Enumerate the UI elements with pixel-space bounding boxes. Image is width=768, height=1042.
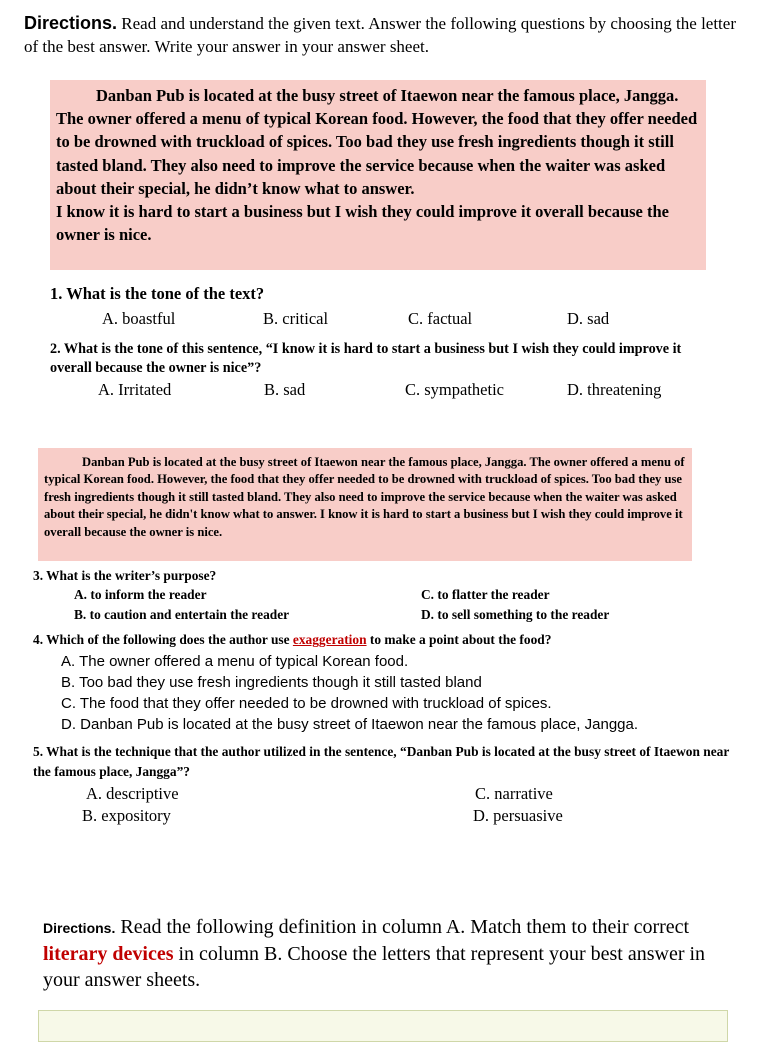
directions-2-pre: Read the following definition in column A. Match them to their correct	[115, 916, 690, 938]
directions-2-label: Directions.	[43, 920, 116, 936]
q4-option-c[interactable]: C. The food that they offer needed to be drowned with truckload of spices.	[61, 695, 552, 712]
directions-label: Directions.	[24, 13, 118, 33]
question-4	[33, 632, 551, 648]
question-5: 5. What is the technique that the author utilized in the sentence, “Danban Pub is located at the busy street of Itaewon near the famous place, Jangga”?	[33, 744, 730, 779]
q1-option-c[interactable]: C. factual	[408, 309, 473, 328]
q5-option-c[interactable]: C. narrative	[475, 784, 553, 803]
question-1: 1. What is the tone of the text?	[50, 284, 265, 303]
directions-2-post: in column B. Choose the letters that represent your best answer in your answer sheets.	[43, 943, 706, 991]
q3-option-a[interactable]: A. to inform the reader	[74, 587, 207, 602]
q2-option-c[interactable]: C. sympathetic	[405, 380, 504, 399]
passage-2-text: Danban Pub is located at the busy street of Itaewon near the famous place, Jangga. The owner offered a menu of typical Korean food. However, the food that they offer needed to be drowned with truckload of spices. Too bad they use fresh ingredients though it still tasted bland. They also need to improve the service because when the waiter was asked about their special, he didn't know what to answer. I know it is hard to start a business but I wish they could improve it overall because the owner is nice.	[44, 455, 685, 539]
q1-option-d[interactable]: D. sad	[567, 309, 610, 328]
directions-block	[24, 12, 744, 58]
q2-option-d[interactable]: D. threatening	[567, 380, 662, 399]
question-4-pre: 4. Which of the following does the author use	[33, 632, 293, 647]
q4-option-a[interactable]: A. The owner offered a menu of typical Korean food.	[61, 653, 409, 670]
q5-option-d[interactable]: D. persuasive	[473, 806, 563, 825]
q1-option-a[interactable]: A. boastful	[102, 309, 176, 328]
q5-option-a[interactable]: A. descriptive	[86, 784, 179, 803]
q2-option-b[interactable]: B. sad	[264, 380, 306, 399]
exaggeration-highlight: exaggeration	[292, 632, 367, 647]
passage-2	[44, 454, 690, 541]
question-2: 2. What is the tone of this sentence, “I know it is hard to start a business but I wish they could improve it overall because the owner is nice”?	[50, 341, 682, 376]
question-4-post: to make a point about the food?	[366, 632, 552, 647]
q4-option-d[interactable]: D. Danban Pub is located at the busy street of Itaewon near the famous place, Jangga.	[61, 716, 639, 733]
q3-option-d[interactable]: D. to sell something to the reader	[421, 607, 610, 622]
matching-table-box	[38, 1010, 728, 1042]
q4-option-b[interactable]: B. Too bad they use fresh ingredients though it still tasted bland	[61, 674, 482, 691]
directions-text: Read and understand the given text. Answer the following questions by choosing the letter of the best answer. Write your answer in your answer sheet.	[24, 14, 736, 56]
q3-option-c[interactable]: C. to flatter the reader	[421, 587, 550, 602]
passage-1-para-2: I know it is hard to start a business but I wish they could improve it overall because the owner is nice.	[56, 202, 669, 245]
q2-option-a[interactable]: A. Irritated	[98, 380, 172, 399]
passage-1-para-1: Danban Pub is located at the busy street of Itaewon near the famous place, Jangga. The owner offered a menu of typical Korean food. However, the food that they offer needed to be drowned with truckload of spices. Too bad they use fresh ingredients though it still tasted bland. They also need to improve the service because when the waiter was asked about their special, he didn’t know what to answer.	[56, 86, 698, 198]
question-3: 3. What is the writer’s purpose?	[33, 568, 217, 583]
q3-option-b[interactable]: B. to caution and entertain the reader	[74, 607, 290, 622]
q1-option-b[interactable]: B. critical	[263, 309, 329, 328]
passage-1	[56, 84, 702, 246]
literary-devices-highlight: literary devices	[43, 943, 174, 965]
directions-block-2	[43, 914, 723, 993]
q5-option-b[interactable]: B. expository	[82, 806, 171, 825]
